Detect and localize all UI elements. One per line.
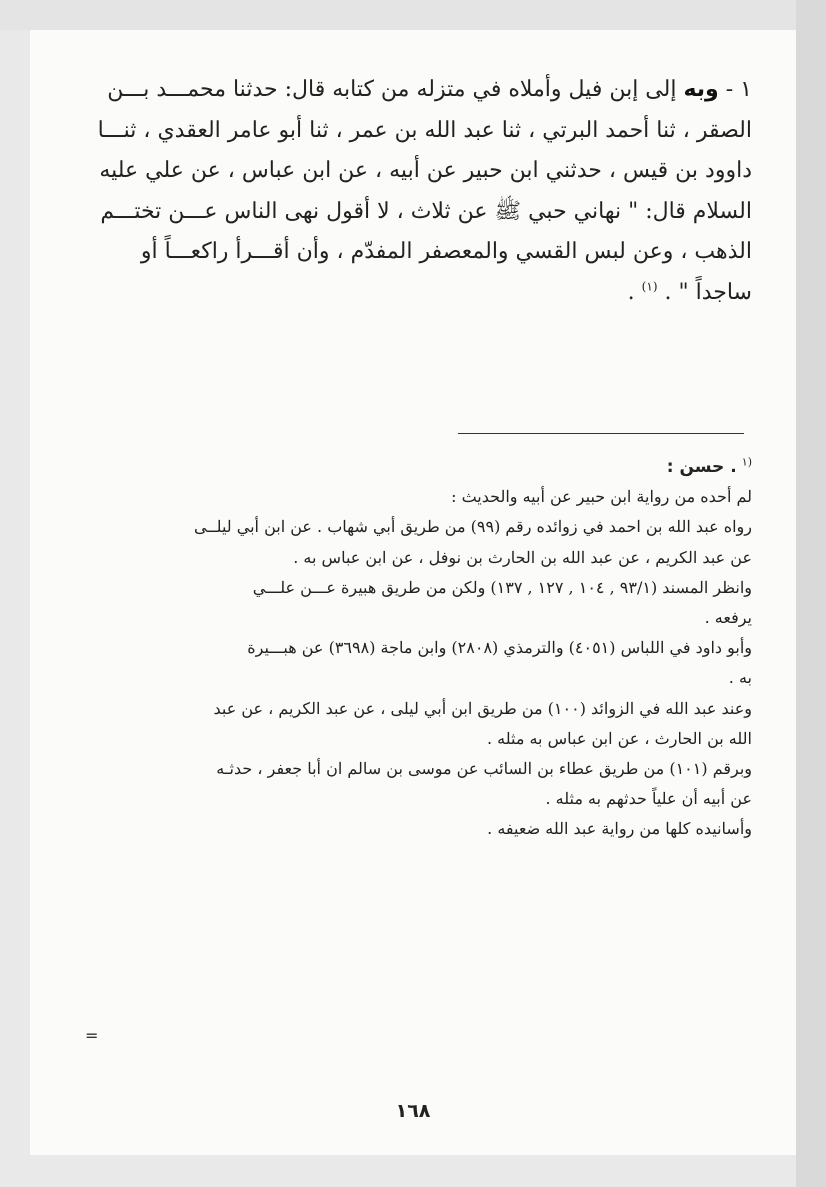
hadith-line-text: ساجداً " . (664, 279, 752, 305)
footnote-line: رواه عبد الله بن احمد في زوائده رقم (٩٩) من طريق أبي شهاب . عن ابن أبي ليلــى (193, 517, 752, 537)
hadith-line: السلام قال: " نهاني حبي ﷺ عن ثلاث ، لا أقول نهى الناس عـــن تختـــم (100, 198, 752, 224)
footnote-line: وانظر المسند (٩٣/١ , ١٠٤ , ١٢٧ , ١٣٧) ولكن من طريق هبيرة عـــن علـــي (252, 577, 752, 597)
footnote-grade: . حسن : (666, 457, 737, 477)
hadith-end-dot: . (627, 279, 635, 305)
footnote-line: لم أحده من رواية ابن حبير عن أبيه والحديث : (451, 487, 752, 507)
hadith-text (80, 70, 752, 313)
footnote-line: يرفعه . (704, 608, 752, 628)
hadith-line: الصقر ، ثنا أحمد البرتي ، ثنا عبد الله بن عمر ، ثنا أبو عامر العقدي ، ثنـــا (97, 117, 752, 143)
footnote-line: عن أبيه أن علياً حدثهم به مثله . (545, 789, 752, 809)
footnote-line: عن عبد الكريم ، عن عبد الله بن الحارث بن نوفل ، عن ابن عباس به . (293, 547, 752, 567)
hadith-line (80, 70, 752, 111)
hadith-lead-word: وبه (683, 77, 719, 102)
hadith-line (80, 273, 752, 314)
footnote-line: وبرقم (١٠١) من طريق عطاء بن السائب عن موسى بن سالم ان أبا جعفر ، حدثـه (216, 759, 752, 779)
footnote-line: الله بن الحارث ، عن ابن عباس به مثله . (486, 728, 752, 748)
scan-margin-top (0, 0, 826, 30)
footnote-line: به . (728, 668, 752, 688)
footnote-divider (458, 433, 744, 434)
footnote-marker: (١ (741, 455, 752, 469)
hadith-number: ١ - (725, 77, 752, 102)
footnote-line: وأسانيده كلها من رواية عبد الله ضعيفه . (487, 819, 752, 839)
page-number: ١٦٨ (395, 1100, 431, 1122)
footnote-heading (74, 452, 752, 482)
footnote-line: وأبو داود في اللباس (٤٠٥١) والترمذي (٢٨٠٨) وابن ماجة (٣٦٩٨) عن هبـــيرة (247, 638, 752, 658)
continuation-mark: = (85, 1026, 99, 1045)
footnote-line: وعند عبد الله في الزوائد (١٠٠) من طريق ابن أبي ليلى ، عن عبد الكريم ، عن عبد (213, 698, 752, 718)
hadith-line: الذهب ، وعن لبس القسي والمعصفر المفدّم ، وأن أقـــرأ راكعـــاً أو (140, 239, 752, 264)
hadith-line-text: إلى إبن فيل وأملاه في متزله من كتابه قال: حدثنا محمـــد بـــن (107, 77, 677, 102)
footnotes (74, 452, 752, 845)
scan-margin-right (796, 0, 826, 1187)
footnote-reference: (١) (641, 279, 658, 294)
hadith-line: داوود بن قيس ، حدثني ابن حبير عن أبيه ، عن ابن عباس ، عن علي عليه (99, 158, 752, 183)
